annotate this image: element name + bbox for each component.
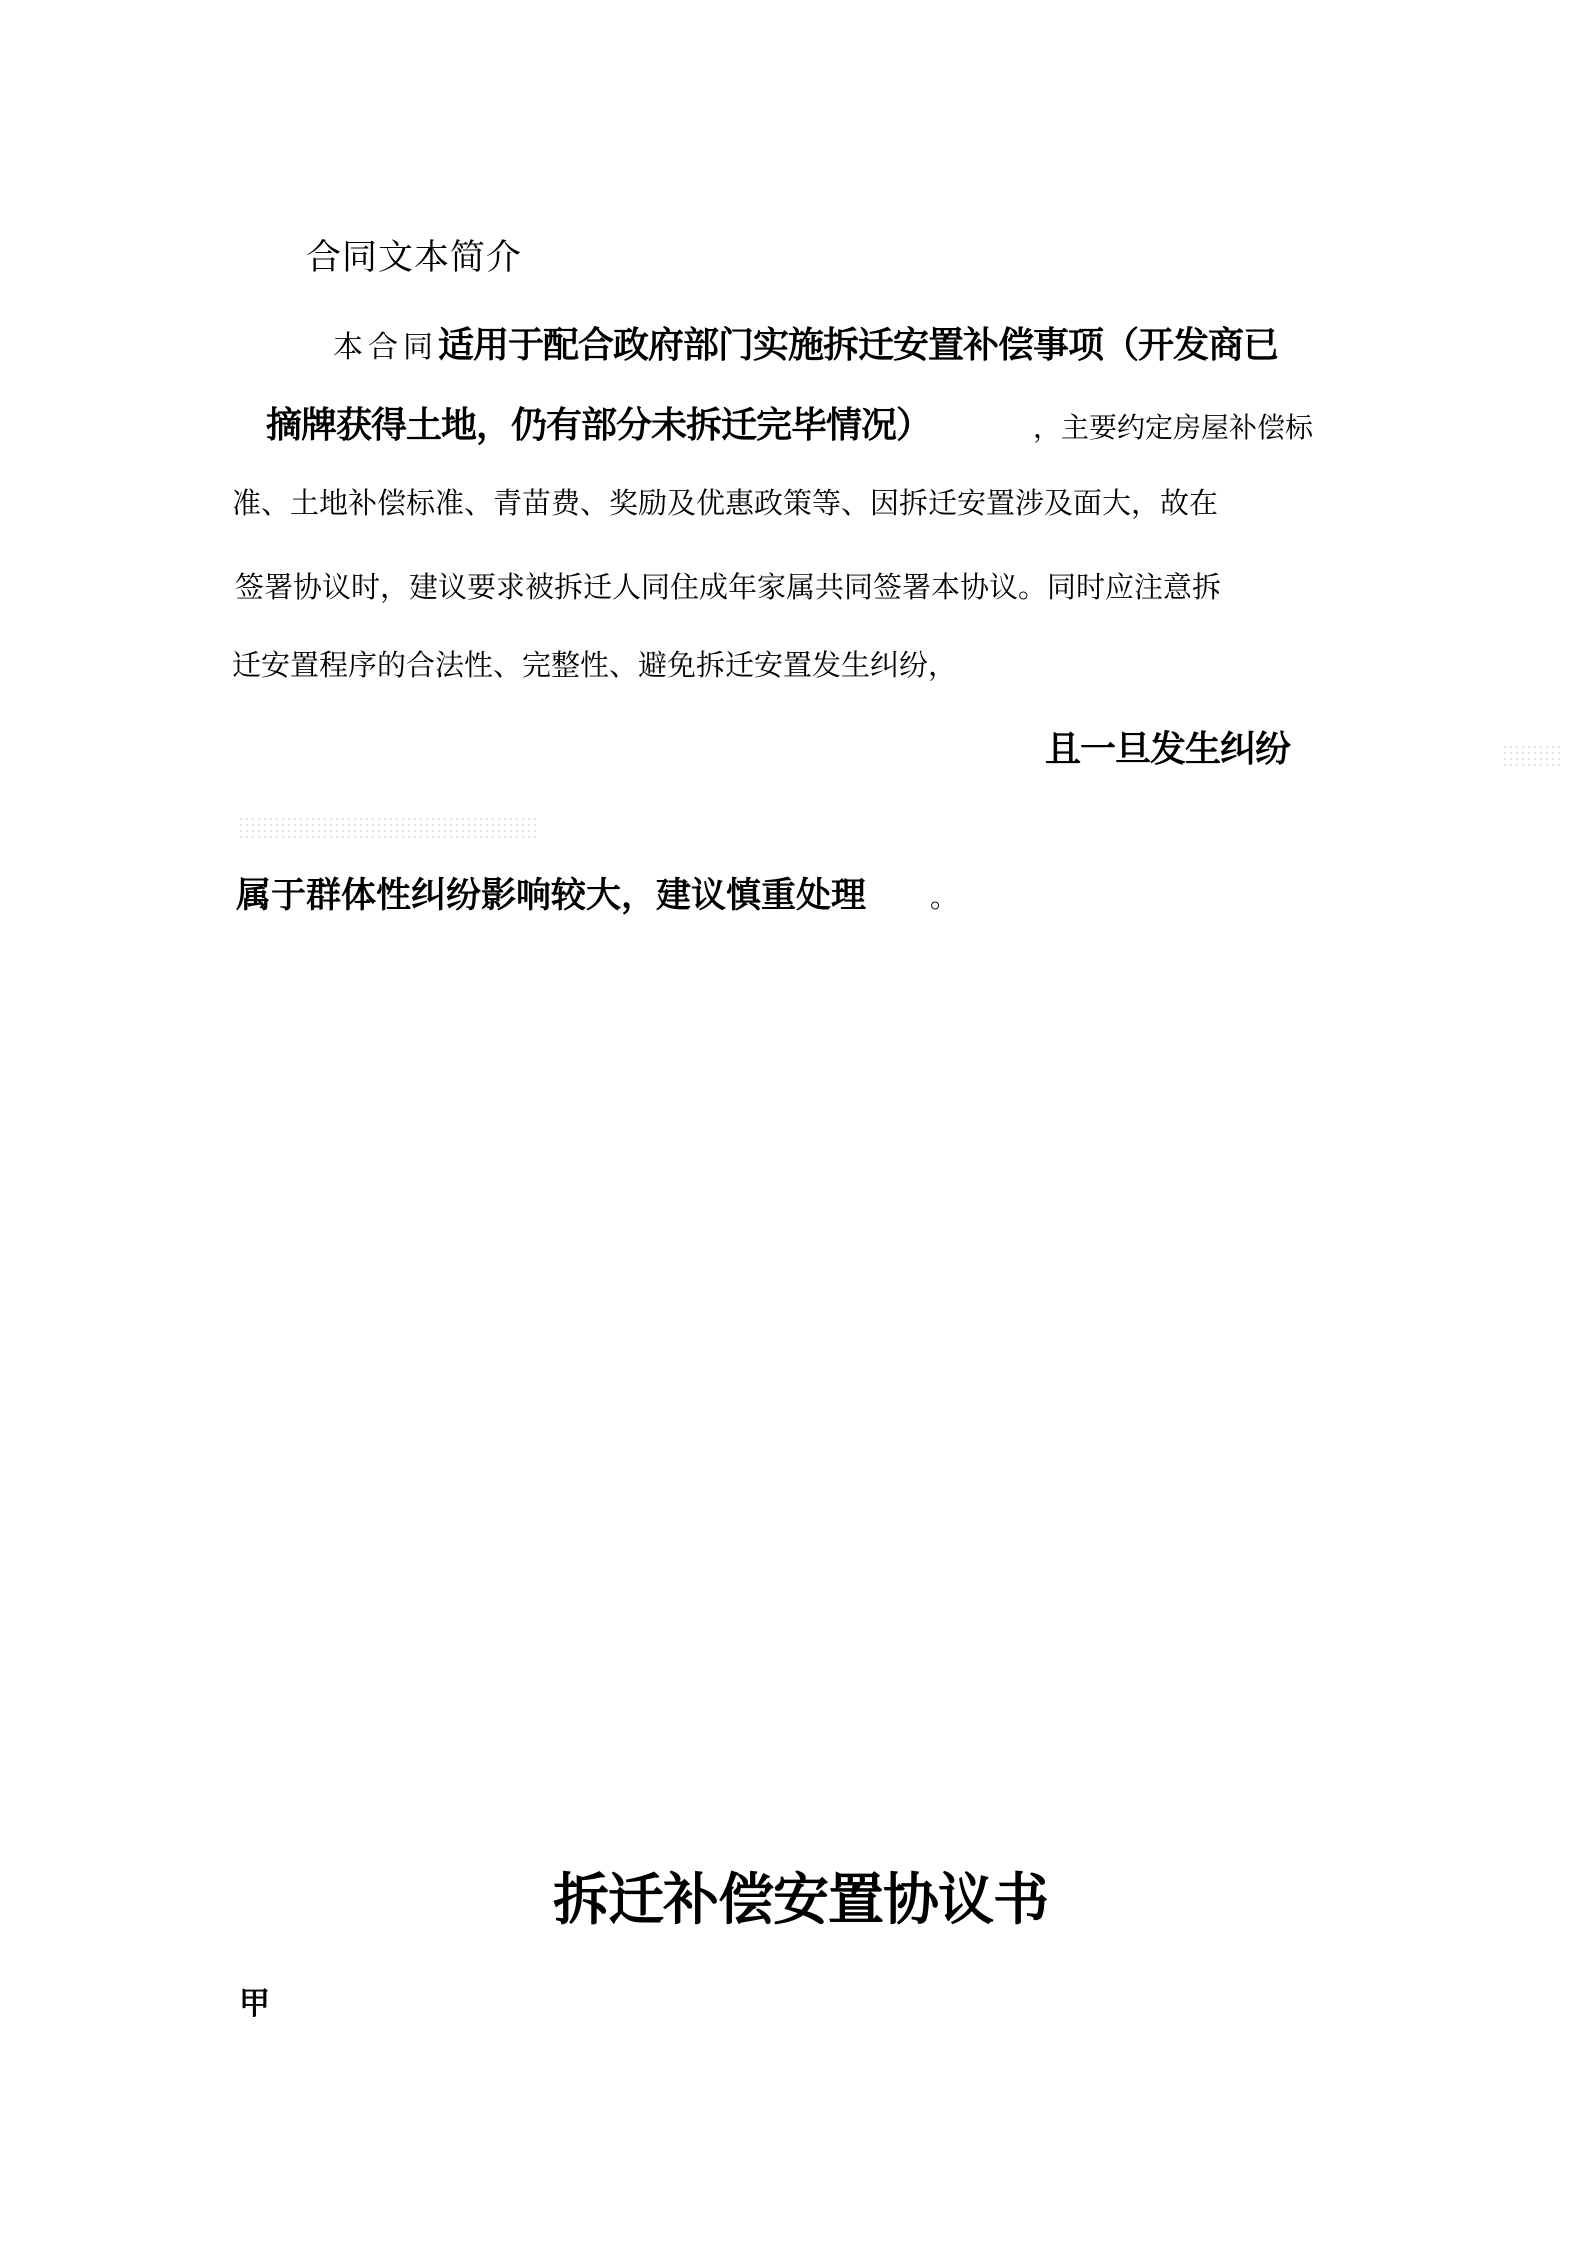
agreement-main-title: 拆迁补偿安置协议书 bbox=[553, 1868, 1048, 1931]
intro-line2-note: ，主要约定房屋补偿标 bbox=[1033, 412, 1314, 443]
intro-section-heading: 合同文本简介 bbox=[306, 238, 523, 277]
intro-paragraph-line-2 bbox=[266, 404, 1313, 445]
party-a-label: 甲 bbox=[239, 1986, 270, 2021]
intro-line2-emphasis: 摘牌获得土地，仍有部分未拆迁完毕情况） bbox=[266, 404, 932, 445]
intro-paragraph-line-3: 准、土地补偿标准、青苗费、奖励及优惠政策等、因拆迁安置涉及面大，故在 bbox=[232, 488, 1219, 520]
faint-watermark-fragment bbox=[1502, 744, 1560, 766]
intro-paragraph-line-4: 签署协议时，建议要求被拆迁人同住成年家属共同签署本协议。同时应注意拆 bbox=[235, 572, 1222, 604]
dispute-callout-text: 且一旦发生纠纷 bbox=[1045, 728, 1291, 769]
conclusion-period: 。 bbox=[930, 882, 959, 913]
intro-paragraph-line-1 bbox=[333, 324, 1278, 366]
conclusion-line bbox=[236, 876, 958, 916]
intro-line1-prefix: 本合同 bbox=[333, 331, 438, 364]
intro-line1-emphasis: 适用于配合政府部门实施拆迁安置补偿事项（开发商已 bbox=[438, 324, 1279, 365]
conclusion-text: 属于群体性纠纷影响较大，建议慎重处理 bbox=[236, 876, 867, 915]
faint-watermark-dots-line bbox=[238, 816, 538, 842]
intro-paragraph-line-5: 迁安置程序的合法性、完整性、避免拆迁安置发生纠纷， bbox=[232, 650, 958, 682]
